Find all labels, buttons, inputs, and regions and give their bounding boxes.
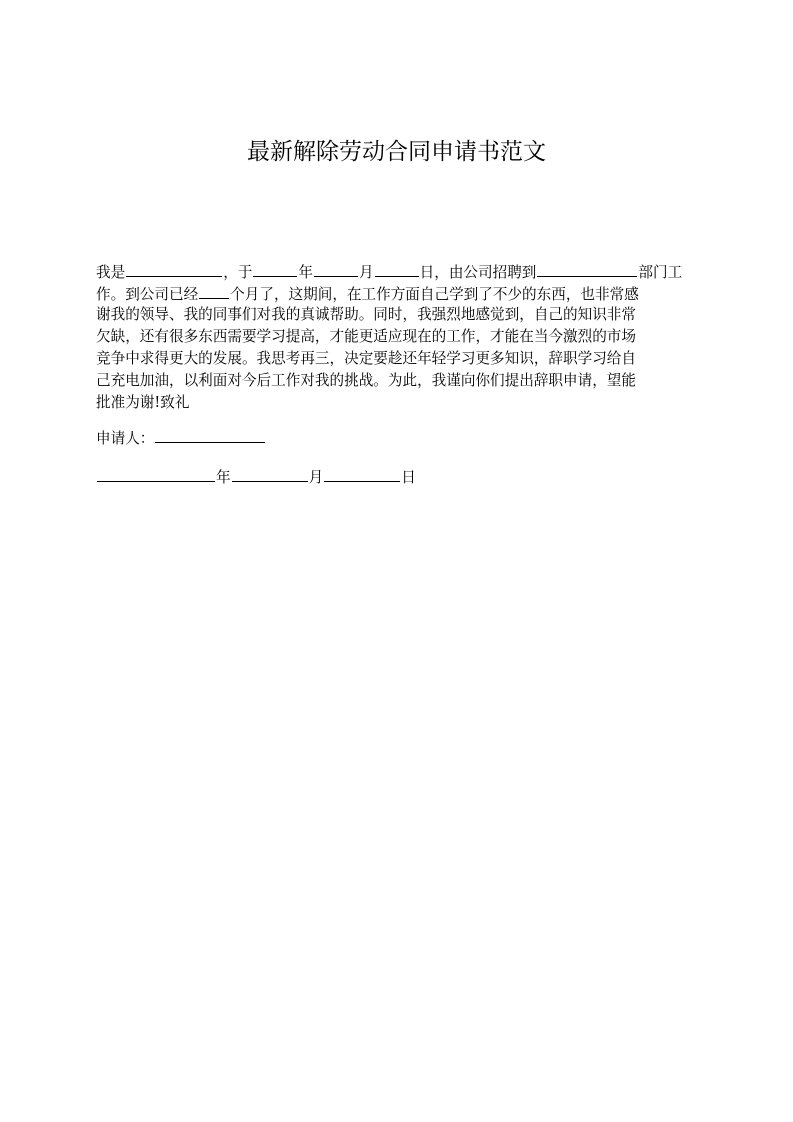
letter-body <box>96 260 701 414</box>
department-blank[interactable] <box>537 260 637 277</box>
date-month-blank[interactable] <box>232 465 308 482</box>
date-month-label: 月 <box>308 469 324 486</box>
text-segment: 我是 <box>96 264 126 281</box>
name-blank[interactable] <box>126 260 222 277</box>
date-line <box>96 465 416 489</box>
letter-line-7: 批准为谢!致礼 <box>96 394 190 411</box>
text-segment: 作。到公司已经 <box>96 286 199 303</box>
document-title: 最新解除劳动合同申请书范文 <box>247 139 546 165</box>
applicant-label: 申请人： <box>96 430 155 447</box>
date-year-label: 年 <box>216 469 231 486</box>
letter-line-6: 己充电加油，以利面对今后工作对我的挑战。为此，我谨向你们提出辞职申请，望能 <box>96 372 636 389</box>
text-segment: 年 <box>298 264 314 281</box>
text-segment: ，于 <box>223 264 253 281</box>
day-blank[interactable] <box>375 260 419 277</box>
year-blank[interactable] <box>253 260 297 277</box>
date-day-blank[interactable] <box>324 465 400 482</box>
letter-line-1 <box>96 260 701 282</box>
months-blank[interactable] <box>199 282 229 299</box>
text-segment: 部门工 <box>638 264 683 281</box>
letter-line-2 <box>96 282 701 304</box>
text-segment: 月 <box>359 264 374 281</box>
applicant-line <box>96 426 266 450</box>
applicant-blank[interactable] <box>155 426 265 443</box>
letter-line-5: 竞争中求得更大的发展。我思考再三，决定要趁还年轻学习更多知识，辞职学习给自 <box>96 350 636 367</box>
text-segment: 个月了，这期间，在工作方面自己学到了不少的东西，也非常感 <box>230 286 639 303</box>
date-year-blank[interactable] <box>97 465 215 482</box>
letter-line-3: 谢我的领导、我的同事们对我的真诚帮助。同时，我强烈地感觉到，自己的知识非常 <box>96 306 636 323</box>
letter-line-4: 欠缺，还有很多东西需要学习提高，才能更适应现在的工作，才能在当今激烈的市场 <box>96 328 636 345</box>
text-segment: 日，由公司招聘到 <box>419 264 537 281</box>
month-blank[interactable] <box>314 260 358 277</box>
date-day-label: 日 <box>401 469 416 486</box>
